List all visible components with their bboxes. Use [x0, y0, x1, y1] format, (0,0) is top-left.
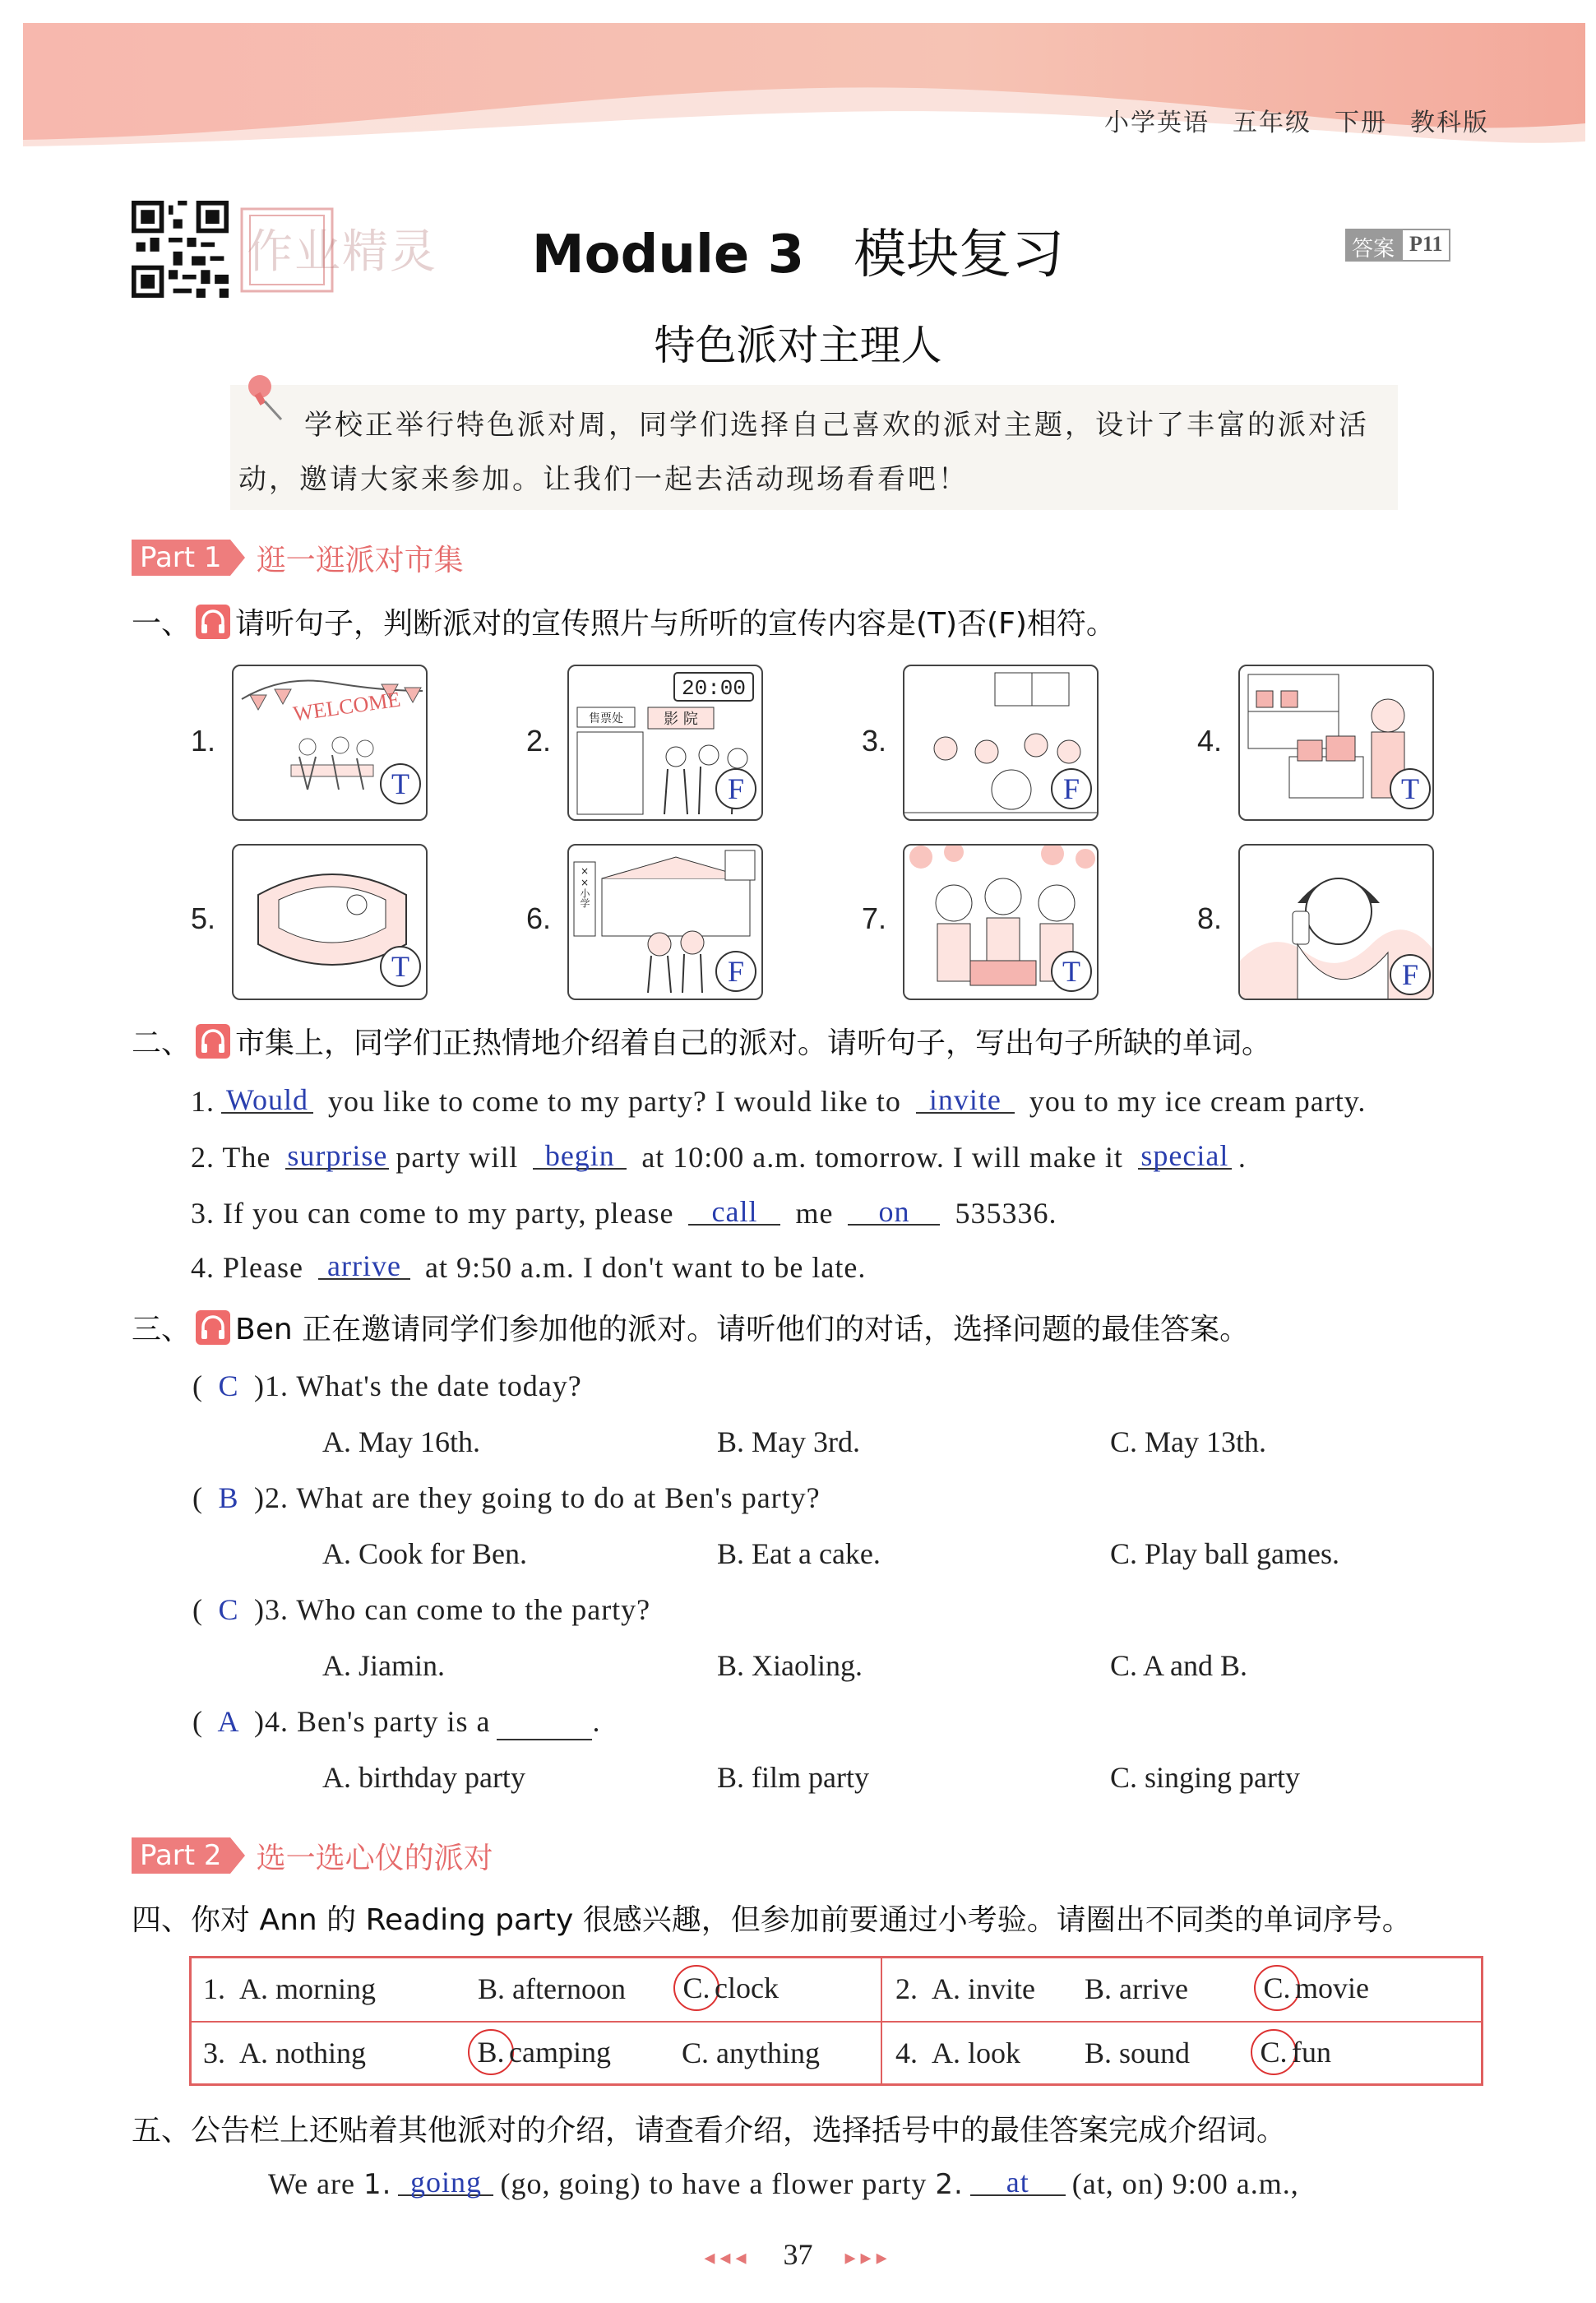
q3-question-1 [192, 1369, 582, 1403]
picture-number: 8. [1197, 901, 1223, 935]
q5-instruction: 公告栏上还贴着其他派对的介绍，请查看介绍，选择括号中的最佳答案完成介绍词。 [191, 2114, 1287, 2148]
q4-table [189, 1956, 1483, 2086]
page-footer [0, 2237, 1596, 2272]
q3-instruction: Ben 正在邀请同学们参加他的派对。请听他们的对话，选择问题的最佳答案。 [235, 1313, 1250, 1346]
option-b[interactable]: B. Xiaoling. [717, 1649, 863, 1682]
item-text: you like to come to my party? I would like to [320, 1085, 909, 1118]
q1-heading [132, 600, 1116, 642]
cinema-sign: 影 院 [664, 711, 698, 728]
answer-text: call [711, 1195, 758, 1228]
option-a[interactable]: A. Jiamin. [322, 1649, 445, 1682]
answer-page: P11 [1401, 229, 1450, 262]
item-number: 4. [191, 1251, 215, 1284]
q5-passage-line [268, 2166, 1299, 2203]
q4-number: 四、 [132, 1903, 192, 1937]
item-text: Please [215, 1251, 312, 1284]
q1-instruction: 请听句子，判断派对的宣传照片与所听的宣传内容是(T)否(F)相符。 [235, 607, 1116, 641]
part2-arrow-icon [230, 1837, 245, 1874]
question-text: )4. Ben's party is a [254, 1705, 491, 1738]
q2-item-3 [191, 1196, 1057, 1232]
picture-answer-mark: F [715, 951, 756, 992]
option-c[interactable]: C. singing party [1110, 1761, 1300, 1794]
answer-reference[interactable] [1345, 229, 1450, 262]
picture-answer-mark: T [380, 946, 421, 987]
header-grade: 五年级 [1233, 109, 1311, 137]
item-text: at 10:00 a.m. tomorrow. I will make it [633, 1141, 1131, 1174]
item-text: me [787, 1197, 842, 1230]
answer-text: at [1006, 2166, 1029, 2199]
option-a[interactable]: A. look [932, 2037, 1020, 2069]
q3-heading [132, 1306, 1249, 1348]
answer-blank[interactable] [848, 1189, 940, 1226]
banner-text: WELCOME [291, 687, 402, 726]
header-volume: 下册 [1335, 109, 1387, 137]
item-text: . [1237, 1141, 1247, 1174]
paren-open: ( [192, 1481, 203, 1514]
answer-text: going [409, 2166, 482, 2199]
question-text: )1. What's the date today? [254, 1369, 582, 1402]
answer-text: special [1140, 1139, 1229, 1172]
item-number: 3. [191, 1197, 215, 1230]
part2-tag [132, 1837, 493, 1874]
picture-number: 4. [1197, 724, 1223, 758]
blank-number: 1. [363, 2168, 392, 2201]
header-series [1081, 102, 1489, 138]
option-word: camping [509, 2036, 611, 2069]
q2-item-4 [191, 1250, 866, 1286]
blank-number: 2. [935, 2168, 964, 2201]
passage-text: (go, going) to have a flower party [500, 2167, 936, 2200]
answer-text: arrive [327, 1249, 401, 1282]
answer-text: on [878, 1195, 910, 1228]
option-b-circled[interactable] [468, 2029, 611, 2075]
picture-number: 6. [526, 901, 552, 935]
item-number: 2. [895, 1972, 918, 2005]
q2-heading [132, 1020, 1271, 1062]
q3-question-4 [192, 1704, 600, 1740]
item-number: 3. [203, 2037, 225, 2069]
option-c-circled[interactable] [1251, 2029, 1331, 2075]
option-c[interactable]: C. Play ball games. [1110, 1537, 1339, 1570]
part2-title: 选一选心仪的派对 [256, 1841, 493, 1875]
picture-answer-mark: T [1390, 768, 1431, 809]
answer-text: Would [225, 1083, 309, 1116]
paren-open: ( [192, 1705, 203, 1738]
header-subject: 小学英语 [1104, 109, 1210, 137]
answer-letter[interactable]: A [217, 1705, 240, 1738]
item-number: 1. [203, 1972, 225, 2005]
item-number: 1. [191, 1085, 215, 1118]
page-subtitle: 特色派对主理人 [654, 322, 942, 369]
option-c[interactable]: C. May 13th. [1110, 1425, 1267, 1458]
option-b[interactable]: B. film party [717, 1761, 869, 1794]
question-text: )3. Who can come to the party? [254, 1593, 651, 1626]
option-c[interactable]: C. A and B. [1110, 1649, 1248, 1682]
part1-label: Part 1 [132, 540, 230, 576]
answer-blank[interactable] [1138, 1133, 1232, 1170]
paren-open: ( [192, 1593, 203, 1626]
q2-instruction: 市集上，同学们正热情地介绍着自己的派对。请听句子，写出句子所缺的单词。 [235, 1026, 1272, 1060]
clock-text: 20:00 [681, 676, 747, 701]
answer-blank[interactable] [970, 2160, 1066, 2199]
answer-text: begin [544, 1139, 615, 1172]
module-cn-title: 模块复习 [854, 225, 1065, 285]
answer-circle: C. [1254, 1965, 1300, 2011]
header-band [0, 0, 1596, 164]
picture-number: 1. [191, 724, 216, 758]
q3-question-3 [192, 1592, 650, 1627]
answer-blank[interactable] [221, 1077, 313, 1114]
option-word: fun [1292, 2036, 1331, 2069]
q5-heading [132, 2107, 1286, 2149]
answer-blank[interactable] [688, 1189, 780, 1226]
school-sign: ××小学 [579, 865, 590, 908]
prev-arrows-icon[interactable]: ◂◂◂ [704, 2245, 752, 2269]
q5-number: 五、 [132, 2114, 192, 2148]
q2-number: 二、 [132, 1026, 192, 1060]
picture-answer-mark: F [1390, 954, 1431, 995]
picture-answer-mark: T [380, 763, 421, 804]
item-text: If you can come to my party, please [215, 1197, 682, 1230]
module-name: Module 3 [531, 225, 805, 285]
answer-blank[interactable] [398, 2160, 493, 2199]
answer-label: 答案 [1345, 229, 1401, 262]
option-a[interactable]: A. Cook for Ben. [322, 1537, 527, 1570]
item-text: party will [396, 1141, 527, 1174]
answer-circle: C. [673, 1965, 719, 2011]
option-a[interactable]: A. birthday party [322, 1761, 525, 1794]
part1-title: 逛一逛派对市集 [256, 543, 464, 577]
item-text: The [215, 1141, 280, 1174]
headphone-icon[interactable] [196, 1310, 230, 1345]
answer-blank[interactable] [916, 1077, 1015, 1114]
answer-text: invite [928, 1083, 1002, 1116]
q4-heading [132, 1897, 1412, 1939]
option-c-circled[interactable] [1254, 1965, 1369, 2011]
period: . [592, 1705, 601, 1738]
passage-text: We are [268, 2167, 364, 2200]
q4-instruction: 你对 Ann 的 Reading party 很感兴趣，但参加前要通过小考验。请圈出不同类的单词序号。 [191, 1903, 1412, 1937]
answer-blank[interactable] [318, 1244, 410, 1280]
option-a[interactable]: A. nothing [239, 2037, 367, 2069]
answer-text: surprise [287, 1139, 388, 1172]
part2-label: Part 2 [132, 1837, 230, 1874]
watermark-text: 作业精灵 [247, 225, 437, 279]
part1-arrow-icon [230, 540, 245, 576]
option-b[interactable]: B. afternoon [478, 1972, 626, 2005]
picture-number: 7. [862, 901, 887, 935]
item-number: 2. [191, 1141, 215, 1174]
page-number: 37 [783, 2238, 813, 2271]
item-text: 535336. [946, 1197, 1057, 1230]
question-text: )2. What are they going to do at Ben's party? [254, 1481, 821, 1514]
option-b[interactable]: B. sound [1085, 2037, 1191, 2069]
picture-number: 3. [862, 724, 887, 758]
picture-answer-mark: T [1051, 951, 1092, 992]
part1-tag [132, 540, 464, 576]
paren-open: ( [192, 1369, 203, 1402]
answer-letter[interactable]: B [218, 1481, 239, 1514]
header-edition: 教科版 [1410, 109, 1489, 137]
answer-blank[interactable] [533, 1133, 627, 1170]
picture-number: 5. [191, 901, 216, 935]
item-text: you to my ice cream party. [1020, 1085, 1367, 1118]
answer-circle: C. [1251, 2029, 1297, 2075]
answer-letter[interactable]: C [218, 1593, 239, 1626]
option-c[interactable]: C. anything [682, 2037, 820, 2069]
option-b[interactable]: B. arrive [1085, 1972, 1188, 2005]
item-number: 4. [895, 2037, 918, 2069]
headphone-icon[interactable] [196, 1024, 230, 1059]
option-c-circled[interactable] [673, 1965, 779, 2011]
q1-number: 一、 [132, 607, 192, 641]
answer-blank[interactable] [285, 1133, 389, 1170]
picture-answer-mark: F [715, 768, 756, 809]
q3-question-2 [192, 1480, 821, 1515]
next-arrows-icon[interactable]: ▸▸▸ [844, 2245, 892, 2269]
question-blank[interactable] [497, 1704, 592, 1740]
picture-number: 2. [526, 724, 552, 758]
passage-text: (at, on) 9:00 a.m., [1071, 2167, 1299, 2200]
answer-circle: B. [468, 2029, 514, 2075]
option-a[interactable]: A. May 16th. [322, 1425, 480, 1458]
option-a[interactable]: A. morning [239, 1972, 376, 2005]
intro-text: 学校正举行特色派对周，同学们选择自己喜欢的派对主题，设计了丰富的派对活动，邀请大家来参加。让我们一起去活动现场看看吧！ [238, 409, 1369, 496]
q2-item-1 [191, 1084, 1366, 1120]
option-word: movie [1295, 1972, 1369, 2004]
q3-number: 三、 [132, 1313, 192, 1346]
headphone-icon[interactable] [196, 605, 230, 639]
item-text: at 9:50 a.m. I don't want to be late. [416, 1251, 867, 1284]
table-divider [192, 2021, 1481, 2023]
option-b[interactable]: B. May 3rd. [717, 1425, 860, 1458]
q2-item-2 [191, 1140, 1247, 1176]
ticket-sign: 售票处 [589, 712, 623, 725]
option-word: clock [715, 1972, 779, 2004]
answer-letter[interactable]: C [218, 1369, 239, 1402]
option-b[interactable]: B. Eat a cake. [717, 1537, 881, 1570]
option-a[interactable]: A. invite [932, 1972, 1035, 2005]
picture-answer-mark: F [1051, 768, 1092, 809]
